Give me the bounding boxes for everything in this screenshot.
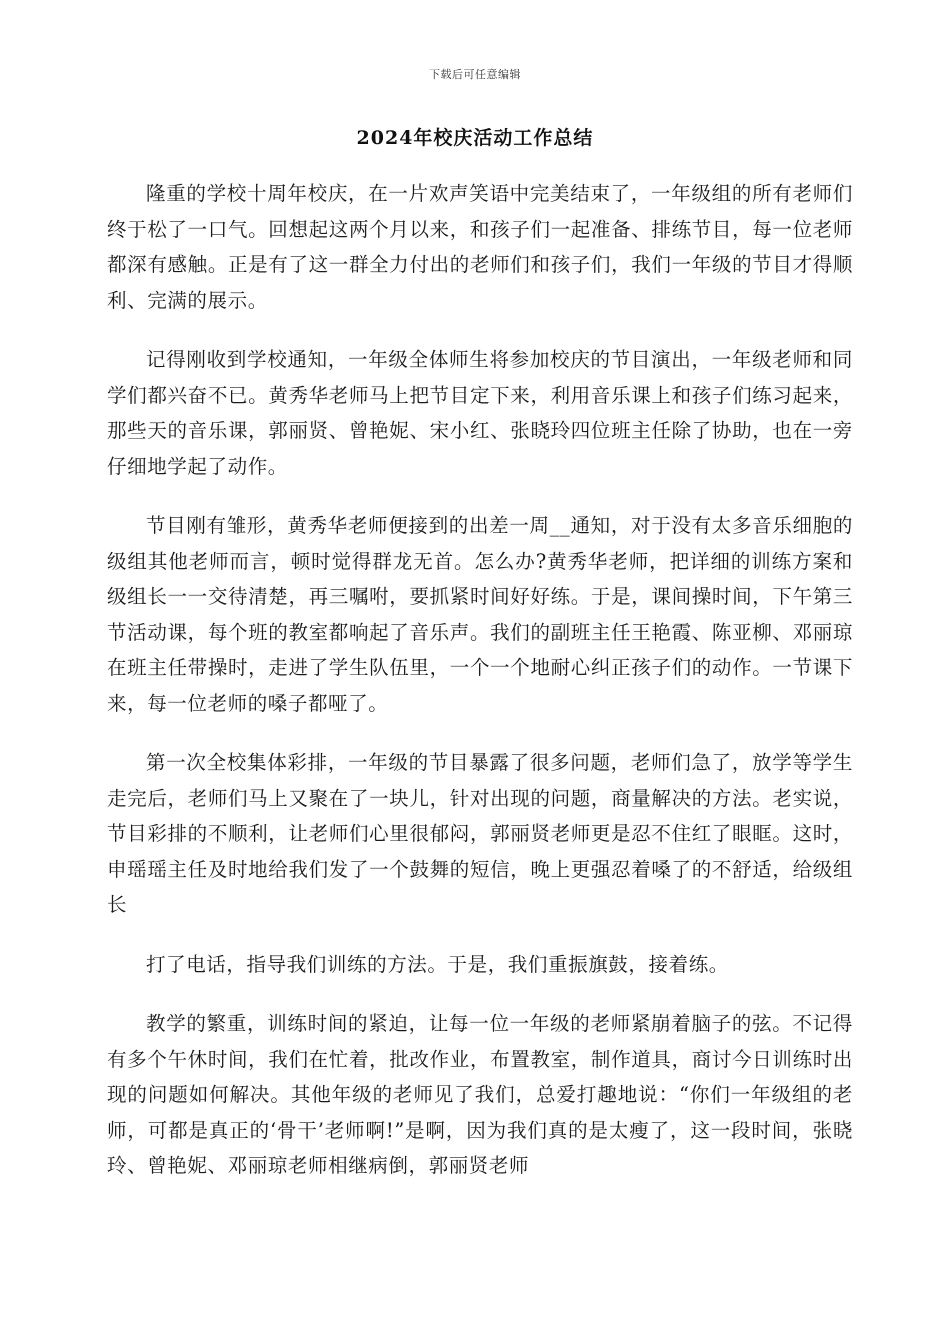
document-body: [107, 176, 853, 1208]
paragraph-2: 记得刚收到学校通知，一年级全体师生将参加校庆的节目演出，一年级老师和同学们都兴奋不已。黄秀华老师马上把节目定下来，利用音乐课上和孩子们练习起来，那些天的音乐课，郭丽贤、曾艳妮、宋小红、张晓玲四位班主任除了协助，也在一旁仔细地学起了动作。: [107, 348, 853, 478]
paragraph-3: 节目刚有雏形，黄秀华老师便接到的出差一周__通知，对于没有太多音乐细胞的级组其他老师而言，顿时觉得群龙无首。怎么办?黄秀华老师，把详细的训练方案和级组长一一交待清楚，再三嘱咐，要抓紧时间好好练。于是，课间操时间，下午第三节活动课，每个班的教室都响起了音乐声。我们的副班主任王艳霞、陈亚柳、邓丽琼在班主任带操时，走进了学生队伍里，一个一个地耐心纠正孩子们的动作。一节课下来，每一位老师的嗓子都哑了。: [107, 514, 853, 715]
document-title: 2024年校庆活动工作总结: [356, 127, 594, 149]
paragraph-5: 打了电话，指导我们训练的方法。于是，我们重振旗鼓，接着练。: [146, 952, 729, 976]
paragraph-4: 第一次全校集体彩排，一年级的节目暴露了很多问题，老师们急了，放学等学生走完后，老师们马上又聚在了一块儿，针对出现的问题，商量解决的方法。老实说，节目彩排的不顺利，让老师们心里很郁闷，郭丽贤老师更是忍不住红了眼眶。这时，申瑶瑶主任及时地给我们发了一个鼓舞的短信，晚上更强忍着嗓了的不舒适，给级组长: [107, 751, 853, 916]
paragraph-1: 隆重的学校十周年校庆，在一片欢声笑语中完美结束了，一年级组的所有老师们终于松了一口气。回想起这两个月以来，和孩子们一起准备、排练节目，每一位老师都深有感触。正是有了这一群全力付出的老师们和孩子们，我们一年级的节目才得顺利、完满的展示。: [107, 182, 853, 312]
paragraph-6: 教学的繁重，训练时间的紧迫，让每一位一年级的老师紧崩着脑子的弦。不记得有多个午休时间，我们在忙着，批改作业，布置教室，制作道具，商讨今日训练时出现的问题如何解决。其他年级的老师见了我们，总爱打趣地说：“你们一年级组的老师，可都是真正的‘骨干’老师啊!”是啊，因为我们真的是太瘦了，这一段时间，张晓玲、曾艳妮、邓丽琼老师相继病倒，郭丽贤老师: [107, 1012, 853, 1177]
header-note: 下载后可任意编辑: [429, 68, 521, 81]
